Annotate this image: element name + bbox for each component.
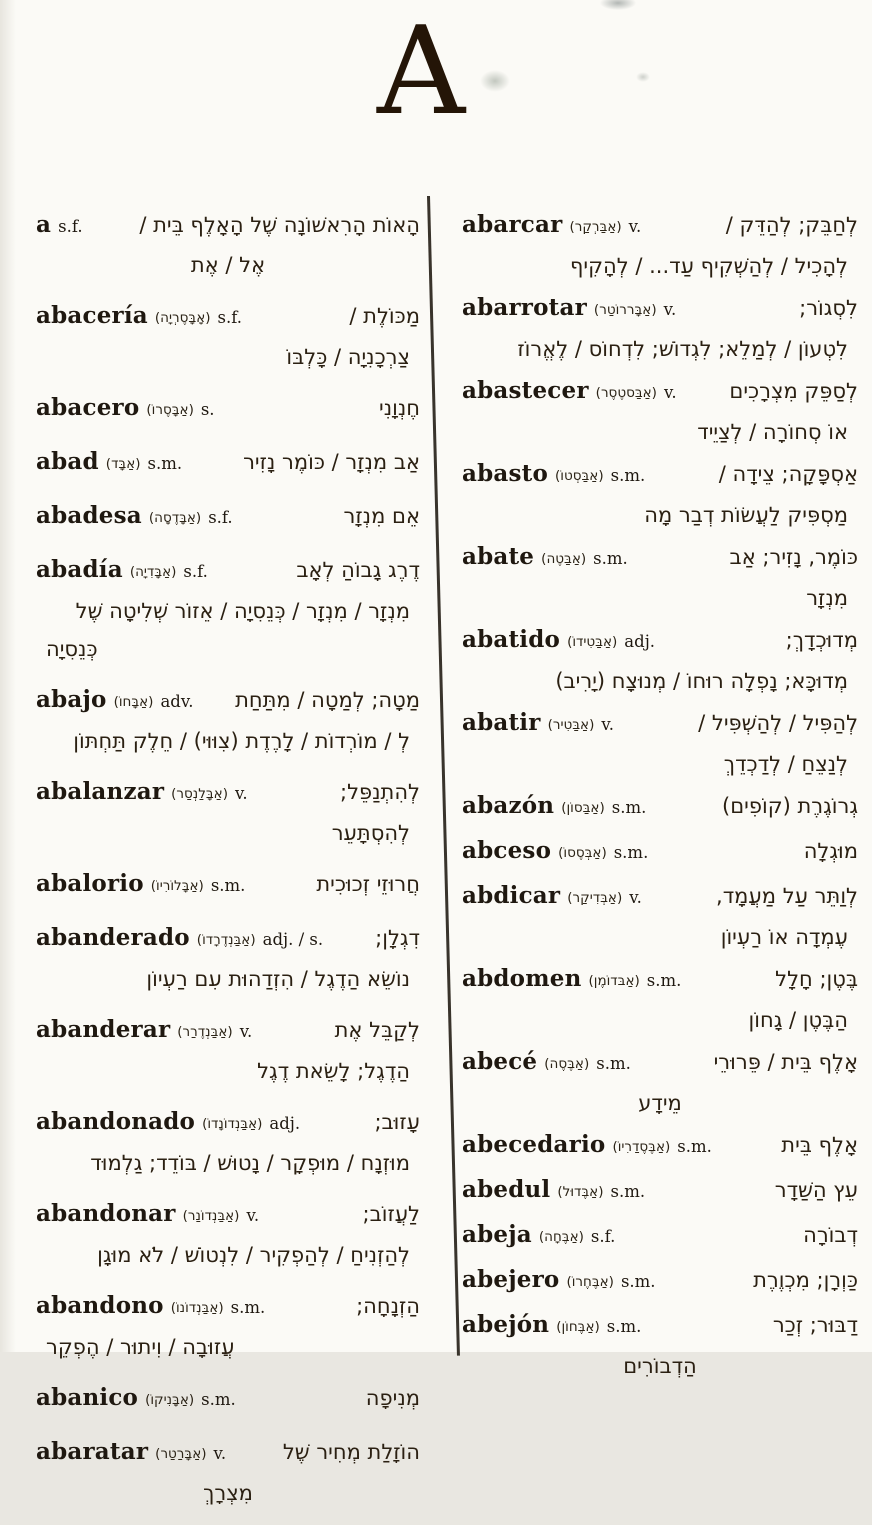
hebrew-transliteration: (אַבְּסֶסוֹ)	[558, 845, 607, 861]
entry-head-left	[462, 1171, 645, 1212]
part-of-speech: adj.	[624, 632, 656, 651]
hebrew-transliteration: (אַבָּחוֹ)	[113, 694, 154, 710]
definition-first-line: כּוֹמֶר, נָזִיר; אַב	[729, 545, 858, 569]
entry-head-row	[462, 1043, 858, 1084]
entry-head-left	[462, 960, 681, 1001]
part-of-speech: s.m.	[610, 1182, 646, 1201]
headword: a	[36, 211, 52, 238]
hebrew-transliteration: (אַבַּטִיר)	[547, 717, 595, 733]
part-of-speech: s.m.	[593, 549, 628, 568]
hebrew-transliteration: (אַבָּררוֹטַר)	[593, 302, 657, 318]
part-of-speech: s.m.	[230, 1298, 266, 1317]
entry-head-left	[462, 877, 642, 918]
definition-continuation-line: אֶל / אֶת	[190, 253, 266, 277]
right-column	[462, 206, 858, 1389]
part-of-speech: s.m.	[147, 454, 183, 473]
section-letter: A	[376, 0, 466, 142]
definition-continuation-line: מַסְפִּיק לַעֲשׂוֹת דְבַר מָה	[644, 503, 848, 527]
headword: abazón	[462, 792, 555, 819]
scan-edge-shadow	[0, 0, 16, 1352]
definition-first-line: חֲרוּזֵי זְכוּכִית	[316, 872, 420, 896]
definition-first-line: דַבּוּר; זְכַר	[772, 1313, 858, 1337]
part-of-speech: s.f.	[217, 308, 242, 327]
part-of-speech: s.f.	[208, 508, 233, 527]
hebrew-transliteration: (אַבַּנְדוֹנַר)	[182, 1208, 240, 1224]
entry-head-left	[36, 1103, 300, 1144]
part-of-speech: s.m.	[210, 876, 246, 895]
part-of-speech: v.	[246, 1206, 260, 1225]
definition-first-line: אָלֶף בֵּית	[781, 1133, 858, 1157]
entry-head-left	[462, 289, 676, 330]
entry-head-row	[36, 206, 420, 246]
part-of-speech: s.m.	[613, 843, 649, 862]
entry-head-row	[462, 621, 858, 662]
definition-first-line: עֵץ הַשַׁדָר	[774, 1178, 858, 1202]
hebrew-transliteration: (אַבָּדֶסָה)	[148, 510, 202, 526]
dictionary-entry	[36, 1011, 420, 1090]
dictionary-entry	[462, 1261, 858, 1302]
entry-head-left	[462, 787, 646, 828]
hebrew-transliteration: (אַבֶּסֶה)	[544, 1056, 590, 1072]
dictionary-entry	[462, 538, 858, 617]
dictionary-entry	[36, 1287, 420, 1366]
part-of-speech: s.f.	[58, 217, 83, 236]
part-of-speech: v.	[663, 383, 677, 402]
scan-smudge	[600, 0, 636, 10]
definition-first-line: לְוַתֵּר עַל מַעֲמָד,	[716, 884, 858, 908]
definition-first-line: לְסַפֵּק מִצְרָכִים	[729, 379, 858, 403]
dictionary-entry	[36, 1433, 420, 1512]
part-of-speech: adj. / s.	[262, 930, 324, 949]
definition-continuation-line: לִטְעוֹן / לְמַלֵא; לִגְדוֹשׁ; לִדְחוֹס / לֶאֱרוֹז	[517, 337, 848, 361]
entry-head-row	[36, 773, 420, 814]
definition-continuation-line: אוֹ סְחוֹרָה / לְצַיֵיד	[697, 420, 848, 444]
entry-head-row	[462, 206, 858, 247]
definition-continuation-line: נוֹשֵׂא הַדֶגֶל / הִזְדַהוּת עִם רַעְיוֹן	[146, 967, 410, 991]
entry-head-left	[36, 389, 215, 430]
definition-continuation-line: עֲזוּבָה / וִיתוּר / הֶפְקֵר	[46, 1335, 235, 1359]
dictionary-entry	[36, 1379, 420, 1420]
entry-head-row	[36, 443, 420, 484]
dictionary-entry	[36, 389, 420, 430]
dictionary-entry	[36, 919, 420, 998]
hebrew-transliteration: (אַבַּסוֹן)	[561, 800, 605, 816]
dictionary-entry	[36, 1195, 420, 1274]
part-of-speech: v.	[239, 1022, 253, 1041]
part-of-speech: s.m.	[620, 1272, 656, 1291]
dictionary-entry	[462, 704, 858, 783]
dictionary-entry	[36, 865, 420, 906]
entry-head-row	[36, 497, 420, 538]
dictionary-entry	[462, 877, 858, 956]
dictionary-entry	[36, 1103, 420, 1182]
hebrew-transliteration: (אַבָּנִיקוֹ)	[145, 1392, 195, 1408]
definition-first-line: בֶּטֶן; חָלָל	[775, 967, 858, 991]
headword: abceso	[462, 837, 552, 864]
dictionary-entry	[462, 372, 858, 451]
definition-first-line: לְהַפִּיל / לְהַשְׁפִּיל /	[698, 711, 858, 735]
part-of-speech: v.	[213, 1444, 227, 1463]
entry-head-row	[462, 1171, 858, 1212]
dictionary-entry	[462, 1126, 858, 1167]
definition-first-line: לְהִתְנַפֵּל;	[340, 780, 420, 804]
definition-continuation-line: לְהַזְנִיחַ / לְהַפְקִיר / לִנְטוֹשׁ / לֹא מוּגָן	[97, 1243, 410, 1267]
dictionary-entry	[36, 681, 420, 760]
entry-head-left	[462, 1126, 712, 1167]
headword: abarrotar	[462, 294, 587, 321]
definition-first-line: הָאוֹת הָרִאשׁוֹנָה שֶׁל הָאָלֶף בֵּית /	[139, 213, 420, 237]
headword: abastecer	[462, 377, 589, 404]
dictionary-entry	[462, 832, 858, 873]
definition-first-line: לִסְגוֹר;	[799, 296, 858, 320]
hebrew-transliteration: (אַבֶּחֶרוֹ)	[566, 1274, 614, 1290]
definition-continuation-line: לְ / מוֹרְדוֹת / לָרֶדֶת (צִוּוּי) / חֵלֶק תַּחְתּוֹן	[73, 729, 410, 753]
part-of-speech: adv.	[160, 692, 194, 711]
headword: abadesa	[36, 502, 142, 529]
hebrew-transliteration: (אַבַּטֶה)	[541, 551, 587, 567]
definition-continuation-line: לְהִסְתָּעֵר	[331, 821, 410, 845]
hebrew-transliteration: (אַבֶּחוֹן)	[556, 1319, 600, 1335]
entry-head-left	[462, 1043, 631, 1084]
definition-continuation-line: מְדוּכָּא; נָפְלָה רוּחוֹ / מְנוּצָח (יָרִיב)	[555, 669, 848, 693]
definition-first-line: דֶרֶג גָבוֹהַ לְאָב	[296, 558, 420, 582]
definition-continuation-line: מֵידָע	[638, 1091, 682, 1115]
entry-head-row	[36, 551, 420, 592]
part-of-speech: s.m.	[611, 798, 647, 817]
headword: abdomen	[462, 965, 582, 992]
entry-head-left	[462, 1216, 615, 1257]
hebrew-transliteration: (אַבַּנְדֶרָדוֹ)	[196, 932, 256, 948]
definition-first-line: עָזוּב;	[374, 1110, 420, 1134]
entry-head-left	[462, 372, 677, 413]
definition-continuation-line: צַרְכָנִיָה / כָּלְבּוֹ	[286, 345, 410, 369]
headword: abejón	[462, 1311, 550, 1338]
hebrew-transliteration: (אַבַּסְטוֹ)	[555, 468, 604, 484]
entry-head-row	[462, 832, 858, 873]
entry-head-left	[36, 1379, 236, 1420]
definition-first-line: אָלֶף בֵּית / פֵּרוּרֵי	[713, 1050, 858, 1074]
headword: abedul	[462, 1176, 551, 1203]
headword: abanico	[36, 1384, 139, 1411]
hebrew-transliteration: (אַבַּטִידוֹ)	[567, 634, 618, 650]
dictionary-entry	[36, 551, 420, 668]
definition-first-line: מַכּוֹלֶת /	[349, 304, 420, 328]
entry-head-row	[36, 1433, 420, 1474]
definition-first-line: דִגְלָן;	[375, 926, 420, 950]
dictionary-entry	[462, 289, 858, 368]
dictionary-entry	[462, 1043, 858, 1122]
definition-first-line: כַּוְרָן; מִכְוֶרֶת	[753, 1268, 858, 1292]
part-of-speech: v.	[629, 888, 642, 907]
definition-first-line: אַב מִנְזָר / כּוֹמֶר נָזִיר	[243, 450, 420, 474]
entry-head-left	[462, 1261, 656, 1302]
entry-head-left	[36, 443, 182, 484]
column-divider	[427, 196, 460, 1356]
part-of-speech: s.f.	[590, 1227, 616, 1246]
part-of-speech: s.m.	[610, 466, 646, 485]
part-of-speech: v.	[601, 715, 614, 734]
part-of-speech: s.m.	[596, 1054, 631, 1073]
entry-head-left	[462, 206, 641, 247]
dictionary-entry	[462, 787, 858, 828]
definition-first-line: אֵם מִנְזָר	[343, 504, 420, 528]
dictionary-entry	[36, 206, 420, 284]
entry-head-row	[36, 919, 420, 960]
headword: abanderar	[36, 1016, 171, 1043]
definition-first-line: חֶנְוָנִי	[379, 396, 420, 420]
dictionary-entry	[36, 443, 420, 484]
entry-head-row	[462, 877, 858, 918]
part-of-speech: s.m.	[201, 1390, 236, 1409]
entry-head-row	[36, 297, 420, 338]
definition-continuation-line: הַדְבוֹרִים	[623, 1354, 697, 1378]
headword: abate	[462, 543, 535, 570]
entry-head-row	[36, 1195, 420, 1236]
headword: abanderado	[36, 924, 190, 951]
entry-head-row	[462, 787, 858, 828]
hebrew-transliteration: (אַבֶּחָה)	[538, 1229, 584, 1245]
definition-continuation-line: מִנְזָר / מִנְזָר / כְּנֵסִיָה / אֵזוֹר שְׁלִיטָה שֶׁל	[75, 599, 410, 623]
definition-continuation-line: הַדֶגֶל; לָשֵׂאת דֶגֶל	[257, 1059, 410, 1083]
dictionary-entry	[462, 1216, 858, 1257]
hebrew-transliteration: (אַבַּנְדוֹנָדוֹ)	[202, 1116, 263, 1132]
hebrew-transliteration: (אַבְּדִיקַר)	[567, 890, 623, 906]
hebrew-transliteration: (אַבַּרְקַר)	[569, 219, 622, 235]
entry-head-row	[462, 1306, 858, 1347]
definition-first-line: דְבוֹרָה	[803, 1223, 858, 1247]
definition-continuation-line: כְּנֵסִיָה	[46, 637, 98, 661]
dictionary-entry	[36, 497, 420, 538]
part-of-speech: s.m.	[677, 1137, 712, 1156]
definition-first-line: אַסְפָּקָה; צֵידָה /	[718, 462, 858, 486]
headword: abecé	[462, 1048, 538, 1075]
entry-head-row	[462, 455, 858, 496]
definition-first-line: מוּגְלָה	[803, 839, 858, 863]
headword: abaratar	[36, 1438, 149, 1465]
entry-head-row	[462, 704, 858, 745]
entry-head-left	[36, 206, 83, 246]
entry-head-row	[462, 289, 858, 330]
headword: abadía	[36, 556, 123, 583]
headword: abandonar	[36, 1200, 176, 1227]
entry-head-row	[36, 865, 420, 906]
hebrew-transliteration: (אַבָּדִיָה)	[129, 564, 177, 580]
entry-head-left	[36, 865, 245, 906]
hebrew-transliteration: (אַבָּרַטַר)	[155, 1446, 207, 1462]
part-of-speech: s.	[200, 400, 215, 419]
entry-head-left	[36, 497, 233, 538]
definition-continuation-line: מוּזְנָח / מוּפְקָר / נָטוּשׁ / בּוֹדֵד; גַלְמוּד	[90, 1151, 410, 1175]
entry-head-left	[462, 704, 614, 745]
part-of-speech: v.	[628, 217, 642, 236]
entry-head-row	[462, 1126, 858, 1167]
entry-head-left	[36, 1287, 265, 1328]
dictionary-entry	[36, 297, 420, 376]
definition-first-line: לְקַבֵּל אֶת	[334, 1018, 420, 1042]
entry-head-left	[36, 1433, 226, 1474]
definition-first-line: לַעֲזוֹב;	[362, 1202, 420, 1226]
entry-head-row	[36, 389, 420, 430]
entry-head-row	[462, 538, 858, 579]
hebrew-transliteration: (אַבָּלוֹרִיוֹ)	[150, 878, 204, 894]
headword: abatir	[462, 709, 541, 736]
definition-first-line: מְנִיפָה	[365, 1386, 420, 1410]
headword: abasto	[462, 460, 549, 487]
headword: abarcar	[462, 211, 563, 238]
entry-head-left	[36, 551, 208, 592]
hebrew-transliteration: (אַבָּד)	[105, 456, 141, 472]
headword: abandono	[36, 1292, 164, 1319]
entry-head-row	[36, 1379, 420, 1420]
headword: abajo	[36, 686, 107, 713]
headword: abalorio	[36, 870, 144, 897]
headword: abatido	[462, 626, 561, 653]
hebrew-transliteration: (אָבָּסֶרְיָה)	[154, 310, 211, 326]
headword: abacería	[36, 302, 148, 329]
definition-first-line: מְדוּכְדָךְ;	[785, 628, 858, 652]
entry-head-row	[462, 1261, 858, 1302]
definition-first-line: לְחַבֵּק; לְהַדֵּק /	[725, 213, 858, 237]
entry-head-left	[462, 455, 645, 496]
headword: abejero	[462, 1266, 560, 1293]
definition-first-line: הַזְנָחָה;	[356, 1294, 420, 1318]
hebrew-transliteration: (אַבֶּסֶדַרִיוֹ)	[612, 1139, 671, 1155]
definition-continuation-line: מִצְרָךְ	[203, 1481, 253, 1505]
entry-head-left	[36, 773, 248, 814]
hebrew-transliteration: (אַבַּנְדֶרַר)	[177, 1024, 233, 1040]
headword: abandonado	[36, 1108, 196, 1135]
headword: abeja	[462, 1221, 532, 1248]
dictionary-entry	[462, 206, 858, 285]
dictionary-entry	[462, 1171, 858, 1212]
hebrew-transliteration: (אַבָּסֶרוֹ)	[146, 402, 194, 418]
dictionary-entry	[462, 455, 858, 534]
entry-head-left	[36, 919, 323, 960]
entry-head-left	[462, 1306, 641, 1347]
dictionary-entry	[36, 773, 420, 852]
headword: abad	[36, 448, 99, 475]
entry-head-row	[36, 1011, 420, 1052]
definition-continuation-line: עֶמְדָה אוֹ רַעְיוֹן	[720, 925, 848, 949]
hebrew-transliteration: (אַבַּנְדוֹנוֹ)	[170, 1300, 224, 1316]
entry-head-row	[462, 372, 858, 413]
entry-head-left	[36, 1011, 252, 1052]
entry-head-left	[36, 681, 193, 722]
headword: abacero	[36, 394, 140, 421]
definition-continuation-line: לְהָכִיל / לְהַשְׁקִיף עַד... / לְהָקִיף	[569, 254, 848, 278]
entry-head-row	[36, 681, 420, 722]
entry-head-row	[462, 1216, 858, 1257]
part-of-speech: s.m.	[606, 1317, 642, 1336]
definition-continuation-line: לְנַצֵחַ / לְדַכְדֵךְ	[723, 752, 848, 776]
definition-continuation-line: מִנְזָר	[806, 586, 848, 610]
entry-head-left	[36, 297, 242, 338]
entry-head-row	[36, 1103, 420, 1144]
definition-first-line: גְרוֹגֶרֶת (קוֹפִים)	[722, 794, 858, 818]
entry-head-left	[462, 538, 628, 579]
part-of-speech: adj.	[269, 1114, 301, 1133]
part-of-speech: s.f.	[183, 562, 208, 581]
dictionary-entry	[462, 960, 858, 1039]
hebrew-transliteration: (אַבַּסטֶסֶר)	[595, 385, 657, 401]
entry-head-row	[36, 1287, 420, 1328]
entry-head-row	[462, 960, 858, 1001]
left-column	[36, 206, 420, 1525]
hebrew-transliteration: (אַבּדוֹמֶן)	[588, 973, 640, 989]
part-of-speech: v.	[663, 300, 677, 319]
definition-first-line: הוֹזָלַת מְחִיר שֶׁל	[282, 1440, 420, 1464]
headword: abdicar	[462, 882, 561, 909]
dictionary-entry	[462, 1306, 858, 1385]
entry-head-left	[462, 832, 648, 873]
part-of-speech: s.m.	[646, 971, 682, 990]
entry-head-left	[462, 621, 655, 662]
entry-head-left	[36, 1195, 259, 1236]
hebrew-transliteration: (אַבָּלַנְסַר)	[171, 786, 228, 802]
headword: abecedario	[462, 1131, 606, 1158]
dictionary-entry	[462, 621, 858, 700]
definition-first-line: מַטָה; לְמַטָה / מִתַּחַת	[235, 688, 420, 712]
definition-continuation-line: הַבֶּטֶן / גָחוֹן	[748, 1008, 848, 1032]
hebrew-transliteration: (אַבֶּדוּל)	[557, 1184, 604, 1200]
part-of-speech: v.	[235, 784, 248, 803]
headword: abalanzar	[36, 778, 165, 805]
